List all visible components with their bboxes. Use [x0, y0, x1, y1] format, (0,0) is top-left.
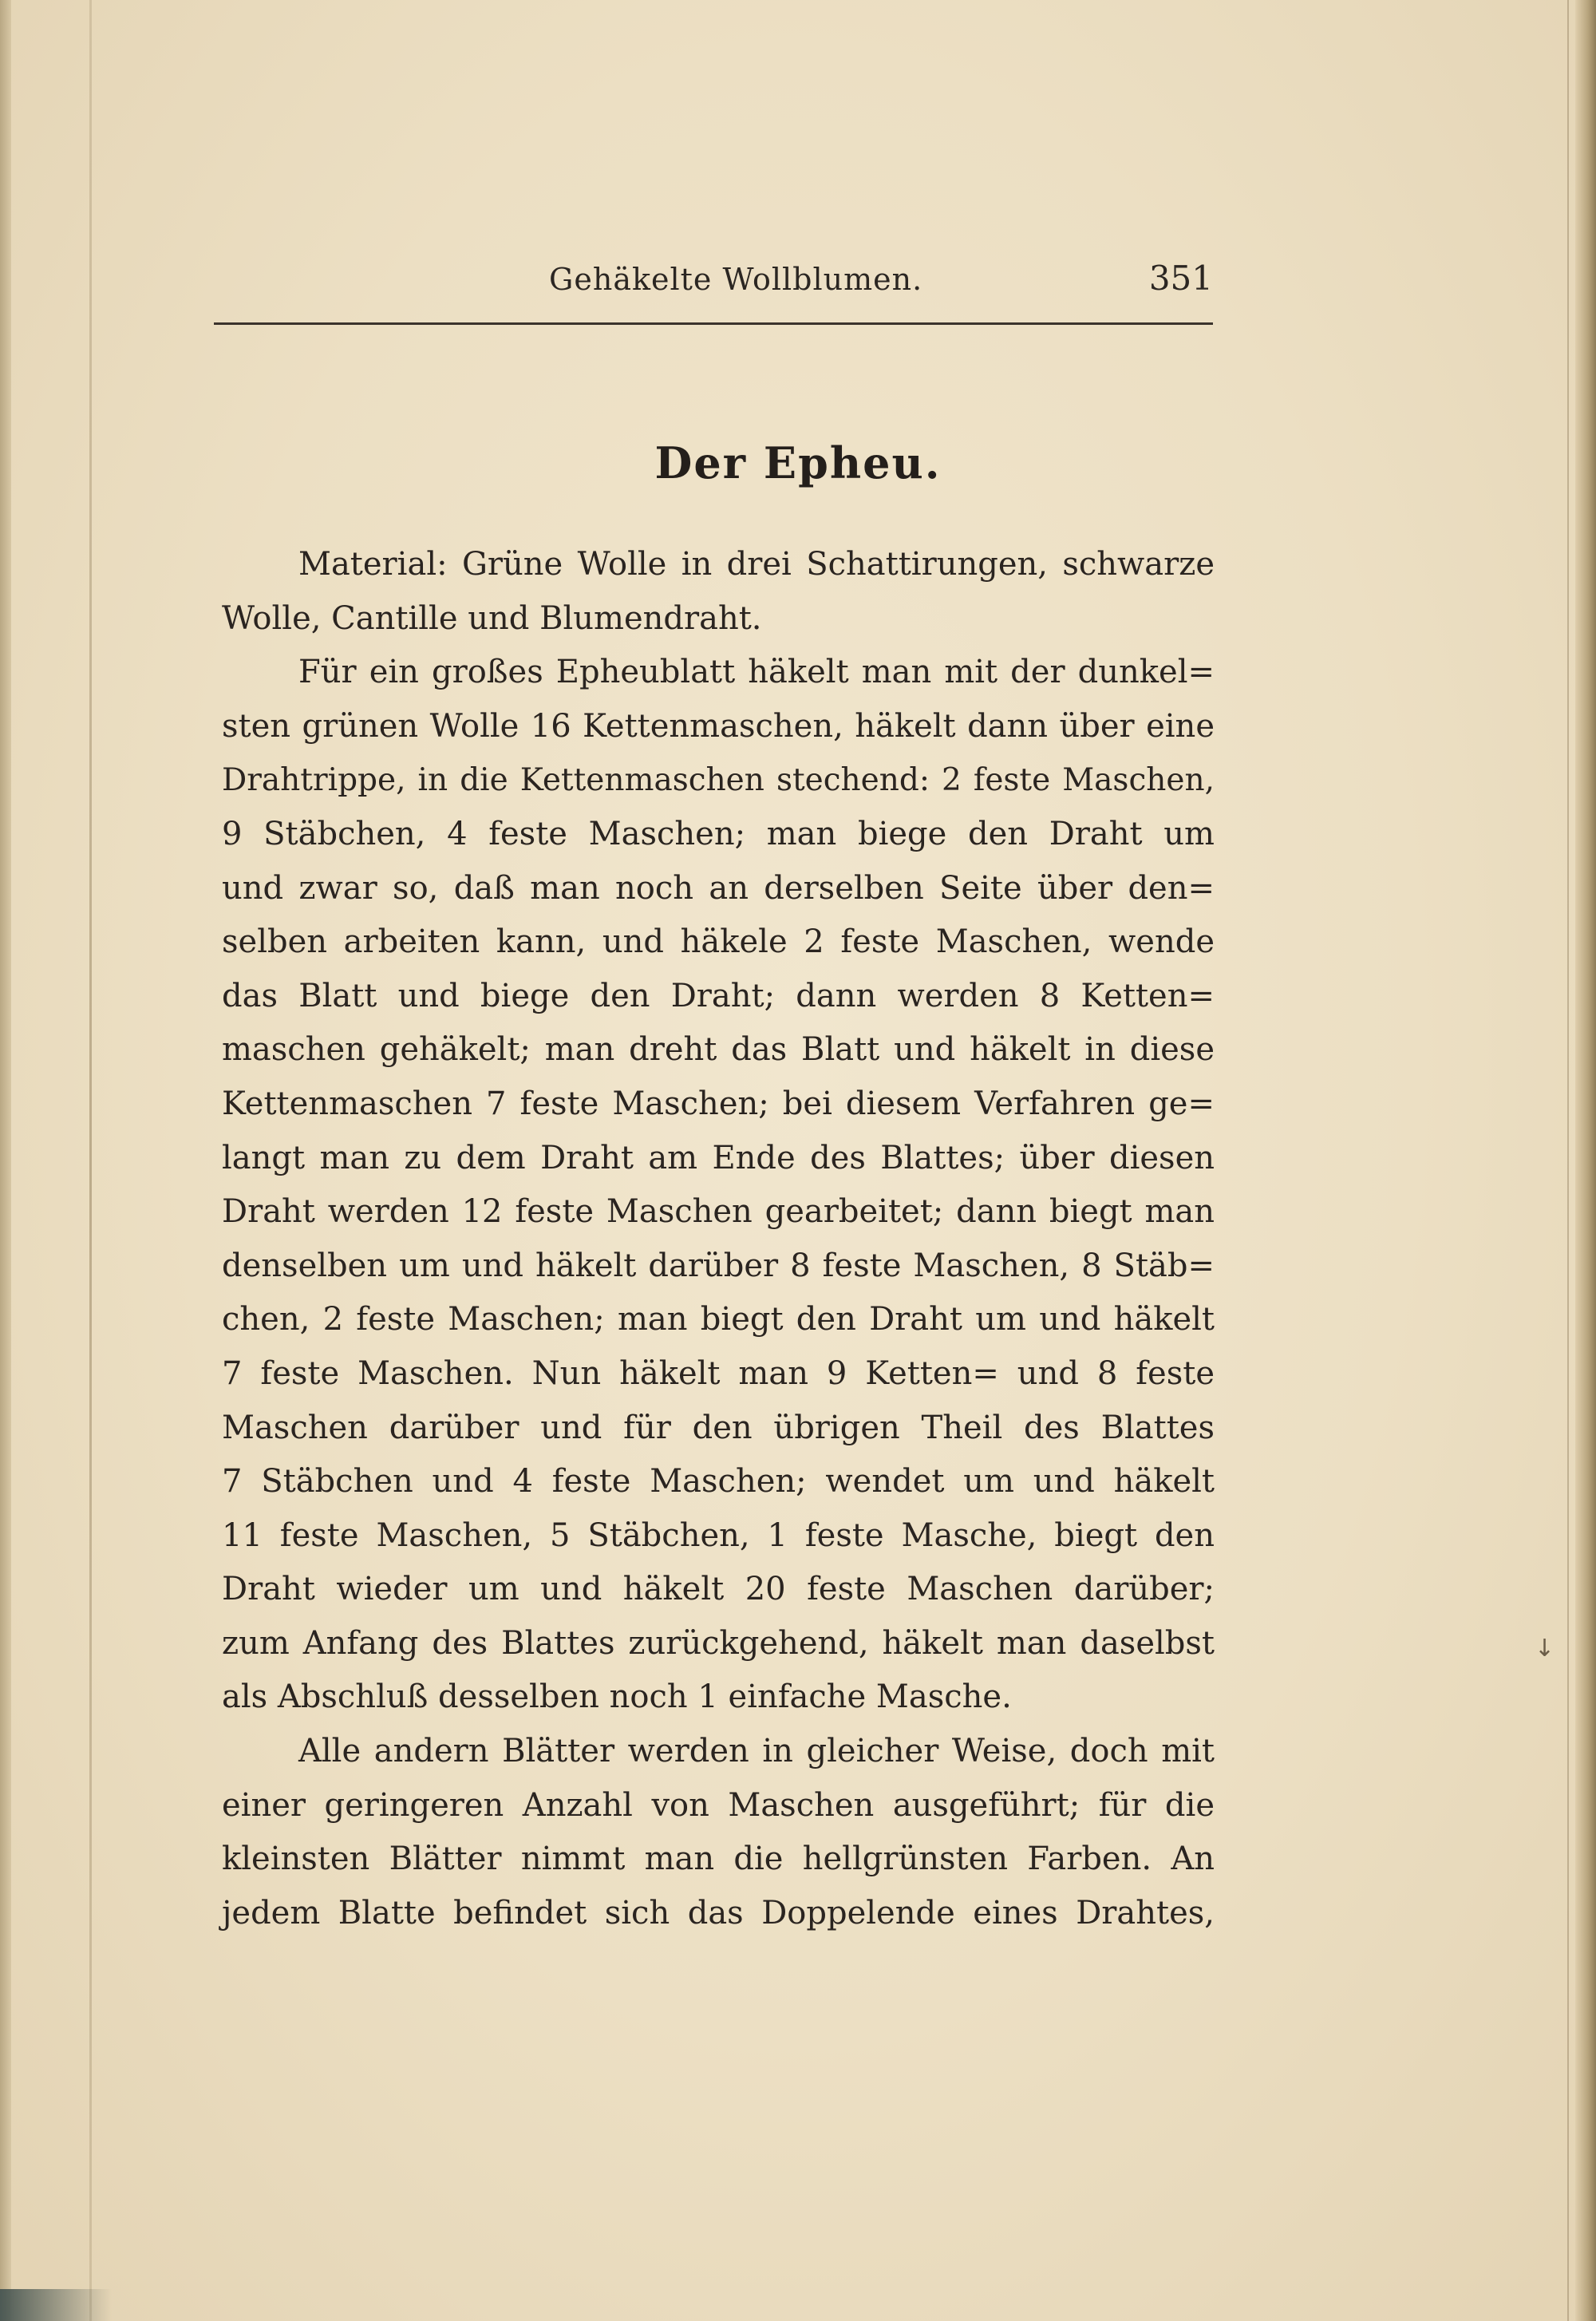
text-line: einer geringeren Anzahl von Maschen ausgeführt; für die — [222, 1786, 1215, 1824]
text-line: chen, 2 feste Maschen; man biegt den Draht um und häkelt — [222, 1301, 1215, 1338]
text-line: Alle andern Blätter werden in gleicher Weise, doch mit — [298, 1733, 1215, 1770]
text-line: 11 feste Maschen, 5 Stäbchen, 1 feste Masche, biegt den — [222, 1516, 1215, 1554]
text-line: Für ein großes Epheublatt häkelt man mit der dunkel= — [298, 654, 1215, 691]
right-margin-crease — [1567, 0, 1569, 2321]
text-line: kleinsten Blätter nimmt man die hellgrünsten Farben. An — [222, 1841, 1215, 1878]
text-line: Wolle, Cantille und Blumendraht. — [222, 599, 762, 637]
text-line: und zwar so, daß man noch an derselben Seite über den= — [222, 869, 1215, 907]
margin-mark: ↓ — [1534, 1635, 1555, 1663]
page-right-edge — [1575, 0, 1596, 2321]
text-line: Drahtrippe, in die Kettenmaschen stechend: 2 feste Maschen, — [222, 762, 1215, 799]
page-number: 351 — [1148, 259, 1213, 298]
text-line: langt man zu dem Draht am Ende des Blattes; über diesen — [222, 1139, 1215, 1176]
text-line: sten grünen Wolle 16 Kettenmaschen, häkelt dann über eine — [222, 707, 1215, 745]
text-line: Kettenmaschen 7 feste Maschen; bei diesem Verfahren ge= — [222, 1085, 1215, 1122]
text-line: Material: Grüne Wolle in drei Schattirungen, schwarze — [298, 546, 1215, 583]
text-line: denselben um und häkelt darüber 8 feste Maschen, 8 Stäb= — [222, 1247, 1215, 1284]
page-left-edge — [0, 0, 11, 2321]
text-line: 7 feste Maschen. Nun häkelt man 9 Ketten= und 8 feste — [222, 1354, 1215, 1392]
text-line: jedem Blatte befindet sich das Doppelende eines Drahtes, — [222, 1894, 1215, 1932]
running-head — [214, 257, 1213, 305]
text-line: Maschen darüber und für den übrigen Theil des Blattes — [222, 1409, 1215, 1446]
running-head-title: Gehäkelte Wollblumen. — [549, 262, 923, 297]
text-line: zum Anfang des Blattes zurückgehend, häkelt man daselbst — [222, 1624, 1215, 1662]
text-line: Draht werden 12 feste Maschen gearbeitet; dann biegt man — [222, 1193, 1215, 1231]
text-line: das Blatt und biege den Draht; dann werden 8 Ketten= — [222, 977, 1215, 1014]
body-text — [222, 538, 1215, 1940]
text-line: maschen gehäkelt; man dreht das Blatt und häkelt in diese — [222, 1031, 1215, 1069]
text-line: 9 Stäbchen, 4 feste Maschen; man biege den Draht um — [222, 815, 1215, 852]
text-line: Draht wieder um und häkelt 20 feste Maschen darüber; — [222, 1571, 1215, 1608]
bottom-corner-shadow — [0, 2289, 112, 2321]
gutter-crease — [89, 0, 92, 2321]
chapter-title: Der Epheu. — [654, 437, 942, 488]
text-line: 7 Stäbchen und 4 feste Maschen; wendet um und häkelt — [222, 1463, 1215, 1501]
text-line: als Abschluß desselben noch 1 einfache Masche. — [222, 1678, 1012, 1716]
header-rule — [214, 322, 1213, 325]
text-line: selben arbeiten kann, und häkele 2 feste Maschen, wende — [222, 923, 1215, 961]
